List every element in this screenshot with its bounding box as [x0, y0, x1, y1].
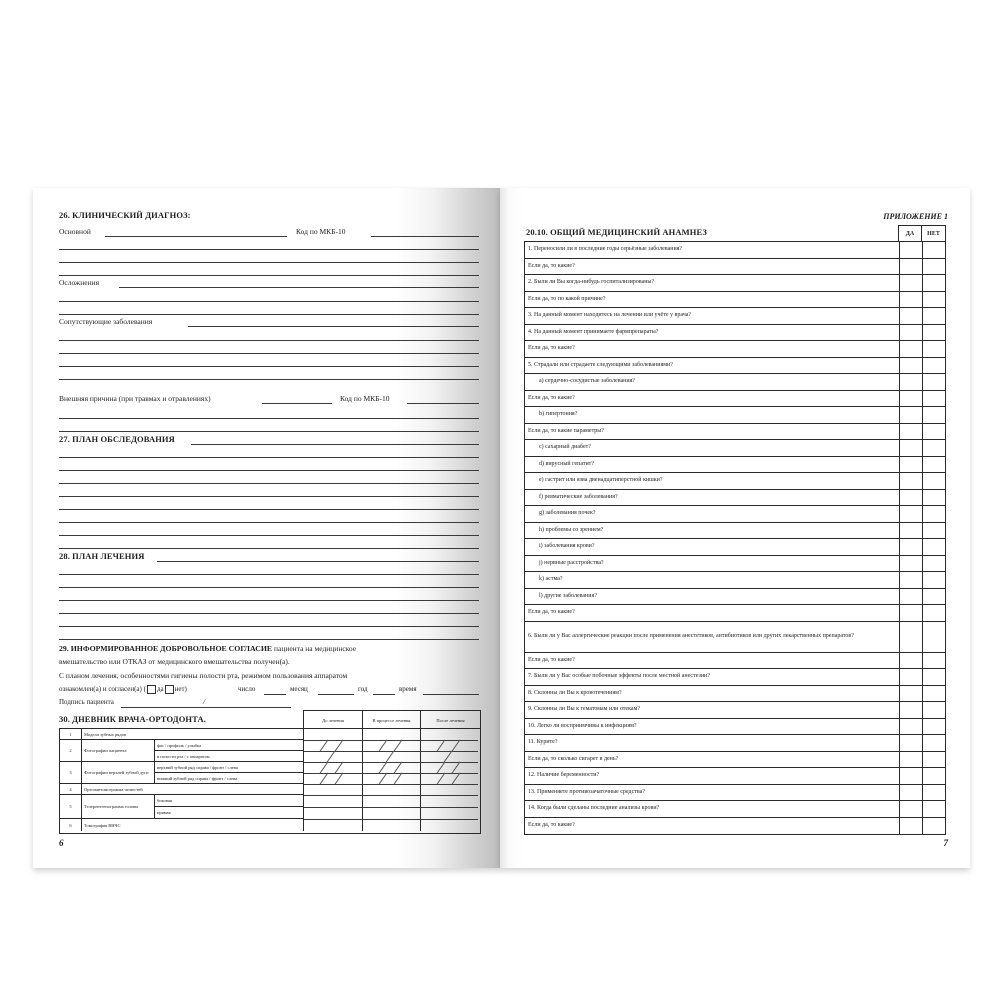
- answer-no-cell[interactable]: [923, 259, 945, 275]
- answer-no-cell[interactable]: [923, 556, 945, 572]
- ortho-diary-table: [59, 728, 481, 834]
- anamnesis-row: [525, 457, 945, 474]
- row-divider: [304, 762, 478, 763]
- icd-code-field[interactable]: [371, 236, 479, 237]
- anamnesis-row: [525, 702, 945, 719]
- anamnesis-question: 8. Склонны ли Вы к кровотечениям?: [525, 686, 900, 702]
- answer-yes-cell[interactable]: [900, 768, 923, 784]
- row-divider: [304, 807, 478, 808]
- anamnesis-row: [525, 719, 945, 736]
- write-line[interactable]: [59, 639, 479, 640]
- anamnesis-row: [525, 506, 945, 523]
- anamnesis-question: 14. Когда были сделаны последние анализы крови?: [525, 801, 900, 817]
- answer-no-cell[interactable]: [923, 572, 945, 588]
- answer-no-cell[interactable]: [923, 341, 945, 357]
- anamnesis-row: [525, 686, 945, 703]
- consent-yes-checkbox[interactable]: [147, 685, 156, 694]
- external-cause-field[interactable]: [262, 403, 332, 404]
- anamnesis-question: i) заболевания крови?: [525, 539, 900, 555]
- answer-yes-cell[interactable]: [900, 259, 923, 275]
- answer-no-cell[interactable]: [923, 752, 945, 768]
- write-line[interactable]: [59, 275, 479, 276]
- consent-line-1: [59, 644, 356, 653]
- icd-code-label: Код по МКБ-10: [296, 227, 346, 236]
- signature-slash: /: [203, 697, 206, 706]
- answer-yes-cell[interactable]: [900, 374, 923, 390]
- ortho-header: [303, 710, 481, 729]
- exam-plan-field[interactable]: [191, 444, 479, 445]
- anamnesis-question: 6. Были ли у Вас аллергические реакции после применения анестетиков, антибиотиков или других лекарственных препаратов?: [525, 622, 900, 652]
- answer-no-cell[interactable]: [923, 801, 945, 817]
- anamnesis-row: [525, 490, 945, 507]
- anamnesis-row: [525, 374, 945, 391]
- anamnesis-row: [525, 752, 945, 769]
- anamnesis-row: [525, 440, 945, 457]
- answer-no-cell[interactable]: [923, 358, 945, 374]
- anamnesis-table: [524, 241, 946, 835]
- comorbid-field[interactable]: [188, 326, 479, 327]
- answer-yes-cell[interactable]: [900, 669, 923, 685]
- answer-no-cell[interactable]: [923, 391, 945, 407]
- anamnesis-row: [525, 556, 945, 573]
- answer-yes-cell[interactable]: [900, 275, 923, 291]
- row-sub: фас / профиль / улыбка: [155, 740, 304, 751]
- answer-yes-cell[interactable]: [900, 752, 923, 768]
- answer-no-cell[interactable]: [923, 424, 945, 440]
- row-sub: в полости рта / с аппаратом: [155, 751, 304, 762]
- answer-yes-cell[interactable]: [900, 572, 923, 588]
- col-before-cells[interactable]: [304, 729, 363, 831]
- anamnesis-question: 3. На данный момент находитесь на лечении или учёте у врача?: [525, 308, 900, 324]
- consent-line-4: [59, 685, 187, 694]
- anamnesis-question: Если да, то какие?: [525, 653, 900, 669]
- write-line[interactable]: [59, 626, 479, 627]
- write-line[interactable]: [59, 262, 479, 263]
- anamnesis-row: [525, 325, 945, 342]
- anamnesis-question: l) другие заболевания?: [525, 589, 900, 605]
- consent-time-label: время: [399, 685, 417, 693]
- anamnesis-row: [525, 292, 945, 309]
- icd-code-label-2: Код по МКБ-10: [340, 394, 390, 403]
- anamnesis-row: [525, 818, 945, 835]
- comorbid-label: Сопутствующие заболевания: [59, 317, 153, 326]
- write-line[interactable]: [59, 548, 479, 549]
- row-divider: [304, 819, 478, 820]
- row-label: Фотографии верхней зубной дуги: [82, 762, 155, 784]
- answer-no-cell[interactable]: [923, 440, 945, 456]
- answer-yes-cell[interactable]: [900, 325, 923, 341]
- answer-yes-cell[interactable]: [900, 308, 923, 324]
- answer-no-cell[interactable]: [923, 768, 945, 784]
- answer-no-cell[interactable]: [923, 653, 945, 669]
- anamnesis-question: 9. Склонны ли Вы к гематомам или отекам?: [525, 702, 900, 718]
- write-line[interactable]: [59, 379, 479, 380]
- anamnesis-row: [525, 275, 945, 292]
- consent-line-2: вмешательство или ОТКАЗ от медицинского вмешательства получен(а).: [59, 657, 290, 666]
- anamnesis-row: [525, 539, 945, 556]
- anamnesis-row: [525, 391, 945, 408]
- anamnesis-question: g) заболевания почек?: [525, 506, 900, 522]
- write-line[interactable]: [59, 301, 479, 302]
- appendix-label: ПРИЛОЖЕНИЕ 1: [883, 212, 948, 221]
- answer-yes-cell[interactable]: [900, 242, 923, 258]
- row-sub: верхний зубной ряд справа / фронт / слева: [155, 762, 304, 773]
- row-num: 2: [60, 740, 82, 762]
- anamnesis-row: [525, 735, 945, 752]
- anamnesis-row: [525, 407, 945, 424]
- answer-no-cell[interactable]: [923, 605, 945, 621]
- answer-no-cell[interactable]: [923, 490, 945, 506]
- anamnesis-question: b) гипертония?: [525, 407, 900, 423]
- anamnesis-row: [525, 259, 945, 276]
- anamnesis-question: j) нервные расстройства?: [525, 556, 900, 572]
- row-label: Модели зубных рядов: [82, 729, 304, 740]
- answer-no-cell[interactable]: [923, 473, 945, 489]
- col-during: В процессе лечения: [363, 711, 421, 729]
- anamnesis-question: k) астма?: [525, 572, 900, 588]
- col-after-cells[interactable]: [421, 729, 478, 831]
- write-line[interactable]: [59, 587, 479, 588]
- answer-yes-cell[interactable]: [900, 702, 923, 718]
- anamnesis-question: Если да, то сколько сигарет в день?: [525, 752, 900, 768]
- anamnesis-question: 1. Переносили ли в последние годы серьёзные заболевания?: [525, 242, 900, 258]
- anamnesis-question: Если да, то какие параметры?: [525, 424, 900, 440]
- anamnesis-row: [525, 572, 945, 589]
- right-page: [500, 188, 970, 868]
- answer-yes-cell[interactable]: [900, 622, 923, 652]
- consent-month-field[interactable]: [318, 694, 354, 695]
- answer-yes-cell[interactable]: [900, 539, 923, 555]
- answer-yes-cell[interactable]: [900, 719, 923, 735]
- consent-no-checkbox[interactable]: [165, 685, 174, 694]
- page-number-right: 7: [943, 838, 948, 848]
- write-line[interactable]: [59, 418, 479, 419]
- consent-text-1: пациента на медицинское: [272, 644, 357, 653]
- answer-no-cell[interactable]: [923, 506, 945, 522]
- anamnesis-question: Если да, то по какой причине?: [525, 292, 900, 308]
- write-line[interactable]: [59, 600, 479, 601]
- write-line[interactable]: [59, 340, 479, 341]
- row-label: Томография ВНЧС: [82, 819, 304, 831]
- anamnesis-question: e) гастрит или язва двенадцатиперстной кишки?: [525, 473, 900, 489]
- anamnesis-row: [525, 589, 945, 606]
- answer-yes-cell[interactable]: [900, 556, 923, 572]
- anamnesis-row: [525, 523, 945, 540]
- write-line[interactable]: [59, 314, 479, 315]
- answer-no-cell[interactable]: [923, 523, 945, 539]
- answer-no-cell[interactable]: [923, 374, 945, 390]
- anamnesis-row: [525, 424, 945, 441]
- left-page: [33, 188, 500, 868]
- answer-yes-cell[interactable]: [900, 523, 923, 539]
- anamnesis-title: 20.10. ОБЩИЙ МЕДИЦИНСКИЙ АНАМНЕЗ: [526, 227, 707, 237]
- consent-line-3: С планом лечения, особенностями гигиены полости рта, режимом пользования аппаратом: [59, 671, 348, 680]
- row-label: Фотографии пациента: [82, 740, 155, 762]
- anamnesis-question: Если да, то какие?: [525, 818, 900, 835]
- consent-no-label: нет): [174, 685, 187, 694]
- anamnesis-question: Если да, то какие?: [525, 341, 900, 357]
- row-label: Ортопантомограмма челюстей: [82, 784, 304, 795]
- section-29-title: 29. ИНФОРМИРОВАННОЕ ДОБРОВОЛЬНОЕ СОГЛАСИЕ: [59, 644, 273, 653]
- consent-day-field[interactable]: [264, 694, 286, 695]
- section-30-title: 30. ДНЕВНИК ВРАЧА-ОРТОДОНТА.: [59, 714, 206, 724]
- row-num: 6: [60, 819, 82, 831]
- anamnesis-question: h) проблемы со зрением?: [525, 523, 900, 539]
- answer-no-cell[interactable]: [923, 589, 945, 605]
- row-label: Телерентгенограмма головы: [82, 795, 155, 819]
- answer-no-cell[interactable]: [923, 325, 945, 341]
- answer-yes-cell[interactable]: [900, 506, 923, 522]
- consent-text-4: ознакомлен(а) и согласен(а) (: [59, 685, 146, 694]
- signature-field[interactable]: [121, 707, 291, 708]
- answer-no-cell[interactable]: [923, 242, 945, 258]
- anamnesis-row: [525, 358, 945, 375]
- page-number-left: 6: [59, 838, 64, 848]
- anamnesis-question: 12. Наличие беременности?: [525, 768, 900, 784]
- answer-yes-cell[interactable]: [900, 341, 923, 357]
- write-line[interactable]: [59, 457, 479, 458]
- external-cause-label: Внешняя причина (при травмах и отравлениях): [59, 394, 211, 403]
- answer-no-cell[interactable]: [923, 275, 945, 291]
- write-line[interactable]: [59, 574, 479, 575]
- answer-yes-cell[interactable]: [900, 292, 923, 308]
- write-line[interactable]: [59, 353, 479, 354]
- row-num: 4: [60, 784, 82, 795]
- answer-yes-cell[interactable]: [900, 818, 923, 835]
- anamnesis-question: d) вирусный гепатит?: [525, 457, 900, 473]
- anamnesis-question: 2. Были ли Вы когда-нибудь госпитализированы?: [525, 275, 900, 291]
- col-yes-header: ДА: [898, 225, 922, 241]
- row-num: 1: [60, 729, 82, 740]
- consent-day-label: число: [238, 685, 256, 693]
- row-divider: [304, 795, 478, 796]
- anamnesis-row: [525, 341, 945, 358]
- complications-label: Осложнения: [59, 278, 100, 287]
- anamnesis-row: [525, 473, 945, 490]
- consent-month-label: месяц: [290, 685, 308, 693]
- anamnesis-row: [525, 622, 945, 653]
- anamnesis-row: [525, 605, 945, 622]
- answer-no-cell[interactable]: [923, 686, 945, 702]
- answer-no-cell[interactable]: [923, 702, 945, 718]
- anamnesis-question: Если да, то какие?: [525, 605, 900, 621]
- anamnesis-row: [525, 801, 945, 818]
- answer-yes-cell[interactable]: [900, 589, 923, 605]
- row-divider: [304, 740, 478, 741]
- consent-time-field[interactable]: [423, 694, 479, 695]
- treatment-plan-field[interactable]: [157, 561, 479, 562]
- write-line[interactable]: [59, 483, 479, 484]
- consent-year-field[interactable]: [373, 694, 395, 695]
- answer-no-cell[interactable]: [923, 622, 945, 652]
- write-line[interactable]: [59, 366, 479, 367]
- row-num: 3: [60, 762, 82, 784]
- answer-no-cell[interactable]: [923, 407, 945, 423]
- write-line[interactable]: [59, 613, 479, 614]
- row-sub: прямая: [155, 807, 304, 819]
- answer-yes-cell[interactable]: [900, 686, 923, 702]
- section-27-title: 27. ПЛАН ОБСЛЕДОВАНИЯ: [59, 434, 175, 444]
- main-diagnosis-field[interactable]: [105, 236, 287, 237]
- row-sub: боковая: [155, 795, 304, 807]
- col-after: После лечения: [436, 717, 465, 723]
- complications-field[interactable]: [119, 287, 479, 288]
- answer-no-cell[interactable]: [923, 719, 945, 735]
- section-26-title: 26. КЛИНИЧЕСКИЙ ДИАГНОЗ:: [59, 210, 191, 220]
- answer-no-cell[interactable]: [923, 292, 945, 308]
- anamnesis-question: f) ревматические заболевания?: [525, 490, 900, 506]
- anamnesis-row: [525, 653, 945, 670]
- anamnesis-question: 11. Курите?: [525, 735, 900, 751]
- answer-no-cell[interactable]: [923, 457, 945, 473]
- answer-yes-cell[interactable]: [900, 440, 923, 456]
- section-28-title: 28. ПЛАН ЛЕЧЕНИЯ: [59, 551, 145, 561]
- row-num: 5: [60, 795, 82, 819]
- answer-yes-cell[interactable]: [900, 473, 923, 489]
- answer-yes-cell[interactable]: [900, 407, 923, 423]
- row-sub: нижний зубной ряд справа / фронт / слева: [155, 773, 304, 784]
- anamnesis-question: c) сахарный диабет?: [525, 440, 900, 456]
- anamnesis-row: [525, 308, 945, 325]
- main-diagnosis-label: Основной: [59, 227, 91, 236]
- consent-yes-label: да: [156, 685, 164, 694]
- answer-no-cell[interactable]: [923, 735, 945, 751]
- anamnesis-question: 7. Были ли у Вас особые побочные эффекты после местной анестезии?: [525, 669, 900, 685]
- write-line[interactable]: [59, 509, 479, 510]
- answer-yes-cell[interactable]: [900, 653, 923, 669]
- answer-yes-cell[interactable]: [900, 391, 923, 407]
- answer-yes-cell[interactable]: [900, 457, 923, 473]
- anamnesis-row: [525, 768, 945, 785]
- write-line[interactable]: [59, 249, 479, 250]
- answer-no-cell[interactable]: [923, 818, 945, 835]
- anamnesis-question: 5. Страдали или страдаете следующими заболеваниями?: [525, 358, 900, 374]
- anamnesis-question: Если да, то какие?: [525, 259, 900, 275]
- anamnesis-question: 4. На данный момент принимаете фармпрепараты?: [525, 325, 900, 341]
- col-no-header: НЕТ: [921, 225, 946, 241]
- write-line[interactable]: [59, 535, 479, 536]
- write-line[interactable]: [59, 431, 479, 432]
- answer-no-cell[interactable]: [923, 669, 945, 685]
- answer-yes-cell[interactable]: [900, 490, 923, 506]
- col-before: До лечения: [304, 711, 363, 729]
- answer-yes-cell[interactable]: [900, 785, 923, 801]
- anamnesis-question: a) сердечно-сосудистые заболевания?: [525, 374, 900, 390]
- write-line[interactable]: [59, 496, 479, 497]
- answer-yes-cell[interactable]: [900, 801, 923, 817]
- anamnesis-question: 10. Легко ли восприимчивы к инфекциям?: [525, 719, 900, 735]
- write-line[interactable]: [59, 522, 479, 523]
- anamnesis-question: Если да, то какие?: [525, 391, 900, 407]
- signature-label: Подпись пациента: [59, 698, 114, 706]
- anamnesis-row: [525, 785, 945, 802]
- answer-yes-cell[interactable]: [900, 735, 923, 751]
- answer-yes-cell[interactable]: [900, 605, 923, 621]
- consent-year-label: год: [358, 685, 368, 693]
- answer-no-cell[interactable]: [923, 785, 945, 801]
- answer-yes-cell[interactable]: [900, 358, 923, 374]
- answer-yes-cell[interactable]: [900, 424, 923, 440]
- anamnesis-row: [525, 669, 945, 686]
- col-during-cells[interactable]: [363, 729, 421, 831]
- answer-no-cell[interactable]: [923, 308, 945, 324]
- anamnesis-row: [525, 242, 945, 259]
- anamnesis-question: 13. Применяете противозачаточные средства?: [525, 785, 900, 801]
- answer-no-cell[interactable]: [923, 539, 945, 555]
- write-line[interactable]: [59, 470, 479, 471]
- icd-code-field-2[interactable]: [407, 403, 479, 404]
